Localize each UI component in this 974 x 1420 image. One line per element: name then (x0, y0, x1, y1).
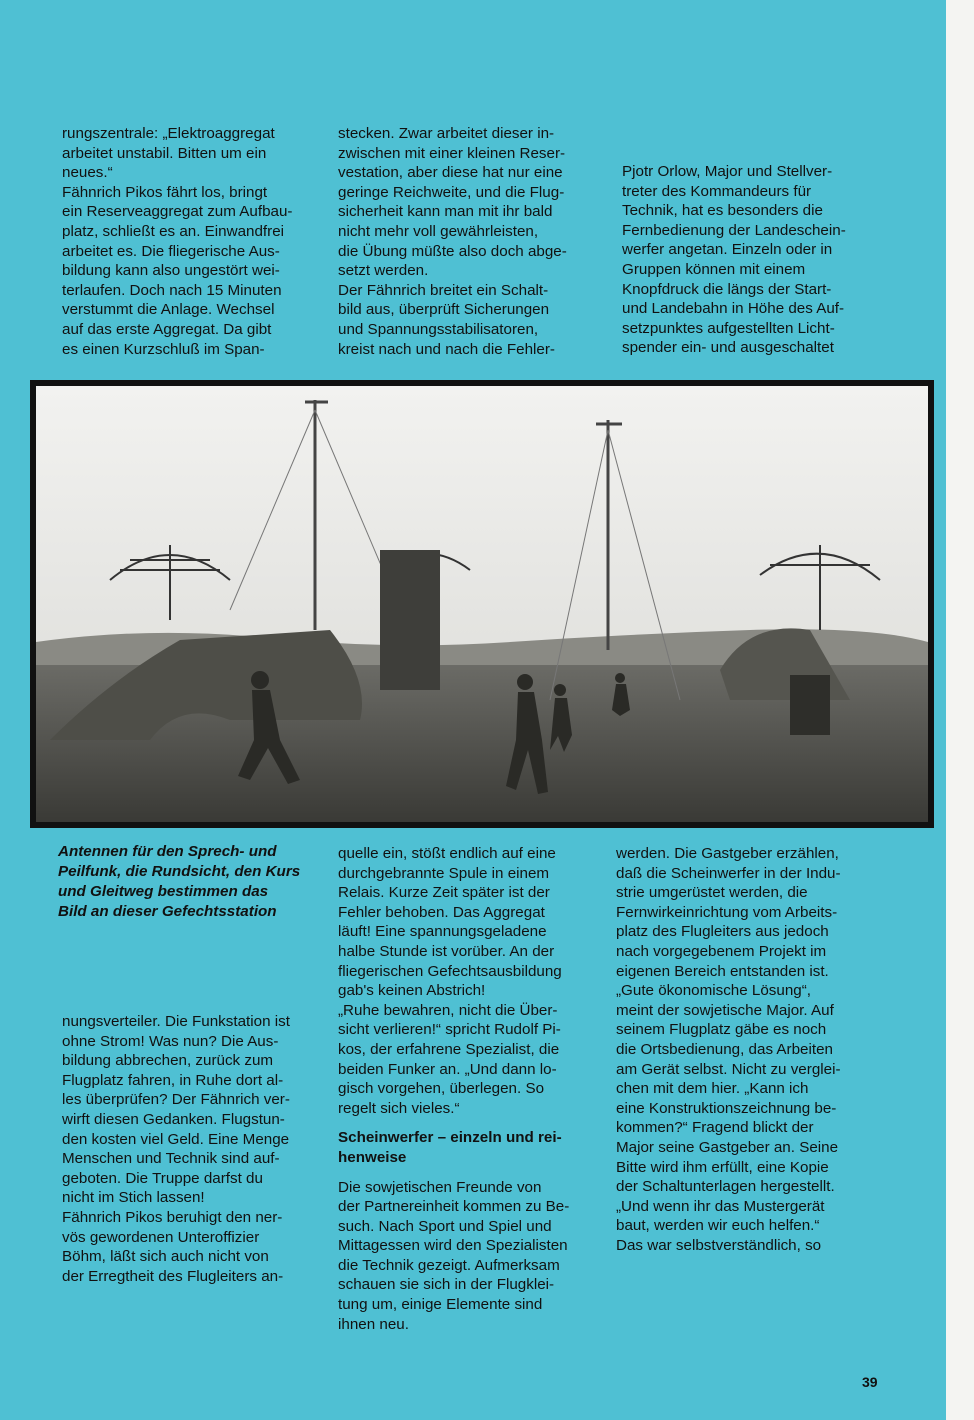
column-1-bottom-text: nungsverteiler. Die Funkstation ist ohne Strom! Was nun? Die Aus- bildung abbrechen, zurück zum Flugplatz fahren, in Ruhe dort al- les überprüfen? Der Fähnrich ver- wirft diesen Gedanken. Flugstun- den kosten viel Geld. Eine Menge Menschen und Technik sind auf- geboten. Die Truppe darfst du nicht im Stich lassen! Fähnrich Pikos beruhigt den ner- vös gewordenen Unteroffizier Böhm, läßt sich auch nicht von der Erregtheit des Flugleiters an- (62, 1013, 290, 1285)
column-1-bottom (62, 1012, 332, 1286)
column-3-bottom (616, 844, 886, 1255)
column-3-bottom-text: werden. Die Gastgeber erzählen, daß die Scheinwerfer in der Indu- strie umgerüstet werden, die Fernwirkeinrichtung vom Arbeits- platz des Flugleiters aus jedoch nach vorgegebenem Projekt im eigenen Bereich entstanden ist. „Gute ökonomische Lösung“, meint der sowjetische Major. Auf seinem Flugplatz gäbe es noch die Ortsbedienung, das Arbeiten am Gerät selbst. Nicht zu verglei- chen mit dem hier. „Kann ich eine Konstruktionszeichnung be- kommen?“ Fragend blickt der Major seine Gastgeber an. Seine Bitte wird ihm erfüllt, eine Kopie der Schaltunterlagen hergestellt. „Und wenn ihr das Mustergerät baut, werden wir euch helfen.“ Das war selbstverständlich, so (616, 845, 841, 1254)
column-2-top (338, 124, 600, 359)
column-2-top-text: stecken. Zwar arbeitet dieser in- zwischen mit einer kleinen Reser- vestation, aber diese hat nur eine geringe Reichweite, und die Flug- sicherheit kann man mit ihr bald nicht mehr voll gewährleisten, die Übung müßte also doch abge- setzt werden. Der Fähnrich breitet ein Schalt- bild aus, überprüft Sicherungen und Spannungsstabilisatoren, kreist nach und nach die Fehler- (338, 125, 567, 358)
column-2-bottom-text-2: Die sowjetischen Freunde von der Partnereinheit kommen zu Be- such. Nach Sport und Spiel und Mittagessen wird den Spezialisten die Technik gezeigt. Aufmerksam schauen sie sich in der Flugklei- tung um, einige Elemente sind ihnen neu. (338, 1178, 570, 1333)
antenna-field-photo (30, 380, 934, 828)
photo-caption (58, 842, 328, 922)
column-2-bottom-text-1: quelle ein, stößt endlich auf eine durchgebrannte Spule in einem Relais. Kurze Zeit später ist der Fehler behoben. Das Aggregat läuft! Eine spannungsgeladene halbe Stunde ist vorüber. An der fliegerischen Gefechtsausbildung gab's keinen Abstrich! „Ruhe bewahren, nicht die Über- sicht verlieren!“ spricht Rudolf Pi- kos, der erfahrene Spezialist, die beiden Funker an. „Und dann lo- gisch vorgehen, überlegen. So regelt sich vieles.“ (338, 845, 562, 1117)
column-1-top-text: rungszentrale: „Elektroaggregat arbeitet unstabil. Bitten um ein neues.“ Fähnrich Pikos fährt los, bringt ein Reserveaggregat zum Aufbau- platz, schließt es an. Einwandfrei arbeitet es. Die fliegerische Aus- bildung kann also ungestört wei- terlaufen. Doch nach 15 Minuten verstummt die Anlage. Wechsel auf das erste Aggregat. Da gibt es einen Kurzschluß im Span- (62, 125, 293, 358)
column-3-top-text: Pjotr Orlow, Major und Stellver- treter des Kommandeurs für Technik, hat es besonders die Fernbedienung der Landeschein- werfer angetan. Einzeln oder in Gruppen können mit einem Knopfdruck die längs der Start- und Landebahn in Höhe des Auf- setzpunktes aufgestellten Licht- spender ein- und ausgeschaltet (622, 163, 846, 357)
photo-illustration (30, 380, 934, 828)
caption-text: Antennen für den Sprech- und Peilfunk, die Rundsicht, den Kurs und Gleitweg bestimmen das Bild an dieser Gefechtsstation (58, 843, 301, 920)
scan-margin (946, 0, 974, 1420)
column-2-bottom (338, 844, 608, 1334)
section-subheading: Scheinwerfer – einzeln und rei- henweise (338, 1129, 562, 1166)
page-number: 39 (862, 1374, 878, 1390)
column-1-top (62, 124, 324, 359)
column-3-top (622, 162, 884, 358)
